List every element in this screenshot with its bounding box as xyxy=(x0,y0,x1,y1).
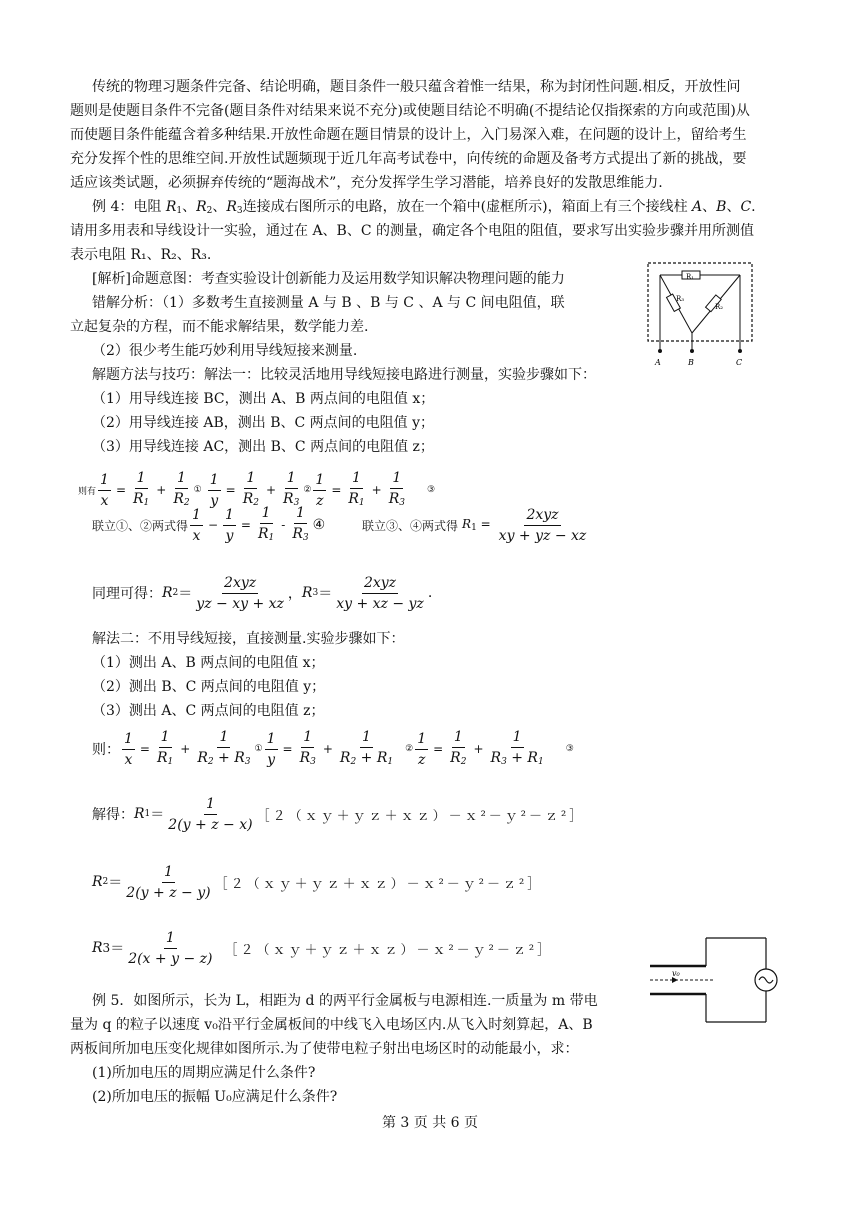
ex5-question-1: (1)所加电压的周期应满足什么条件? xyxy=(92,1065,316,1081)
ex4-error-2: 立起复杂的方程，而不能求解结果，数学能力差. xyxy=(70,319,369,335)
eq-solve-r2: R 2 ＝ $\frac{1}{2(y + z - y)}$ ［２（ｘｙ＋ｙｚ＋ｘｚ）－ｘ²－ｙ²－ｚ²］ xyxy=(92,863,544,901)
svg-text:v₀: v₀ xyxy=(672,969,680,978)
svg-text:C: C xyxy=(736,358,743,367)
ex4-m2-step-3: （3）测出 A、C 两点间的电阻值 z； xyxy=(92,703,325,719)
ex4-step-1: （1）用导线连接 BC，测出 A、B 两点间的电阻值 x； xyxy=(92,391,435,407)
ex5-question-2: (2)所加电压的振幅 U₀应满足什么条件? xyxy=(92,1089,338,1105)
svg-text:B: B xyxy=(688,358,694,367)
ex4-error-3: （2）很少考生能巧妙利用导线短接来测量. xyxy=(92,343,358,359)
svg-text:R₃: R₃ xyxy=(676,295,685,303)
ex4-method-2: 解法二：不用导线短接，直接测量.实验步骤如下： xyxy=(92,631,405,647)
intro-line-1: 传统的物理习题条件完备、结论明确，题目条件一般只蕴含着惟一结果，称为封闭性问题.相反，开放性问 xyxy=(92,79,741,95)
eq-solve-r3: R 3 ＝ $\frac{1}{2(x + y - z)}$ ［２（ｘｙ＋ｙｚ＋ｘｚ）－ｘ²－ｙ²－ｚ²］ xyxy=(92,929,554,967)
ex4-analysis: [解析]命题意图：考查实验设计创新能力及运用数学知识解决物理问题的能力 xyxy=(92,271,565,287)
eq-similar: 同理可得： R 2 ＝ $\frac{\text{2xyz}}{yz - xy + xz}$ ， R 3 ＝ $\frac{\text{2xyz}}{xy + xz - yz}$ . xyxy=(92,574,433,612)
eq-combine-12: 联立①、②两式得 $\frac{1}{x}$ − $\frac{1}{y}$ = $\frac{1}{R_1}$ - $\frac{1}{R_3}$ ④ xyxy=(92,504,326,544)
ex4-m2-step-2: （2）测出 B、C 两点间的电阻值 y； xyxy=(92,679,326,695)
svg-text:R₂: R₂ xyxy=(715,303,724,311)
ex4-step-2: （2）用导线连接 AB，测出 B、C 两点间的电阻值 y； xyxy=(92,415,435,431)
parallel-plate-circuit-diagram xyxy=(642,930,782,1030)
eq-method1-row: 则有 $\frac{1}{x}$ = $\frac{1}{R_1}$ + $\frac{1}{R_2}$ ① $\frac{1}{y}$ = $\frac{1}{R_2}$ + $\frac{1}{R_3}$ ② $\frac{1}{z}$ = $\frac{1}{R_1}$ + $\frac{1}{R_3}$ ③ xyxy=(78,469,436,509)
ex4-line-3: 表示电阻 R₁、R₂、R₃. xyxy=(70,247,212,263)
ex5-line-2: 量为 q 的粒子以速度 v₀沿平行金属板间的中线飞入电场区内.从飞入时刻算起，A、B xyxy=(70,1017,593,1033)
ex4-error-1: 错解分析：（1）多数考生直接测量 A 与 B 、B 与 C 、A 与 C 间电阻值，联 xyxy=(92,295,565,311)
ex4-line-2: 请用多用表和导线设计一实验，通过在 A、B、C 的测量，确定各个电阻的阻值，要求写出实验步骤并用所测值 xyxy=(70,223,755,239)
intro-line-3: 而使题目条件能蕴含着多种结果.开放性命题在题目情景的设计上，入门易深入难，在问题的设计上，留给考生 xyxy=(70,127,747,143)
eq-solve-r1: 解得： R 1 ＝ $\frac{1}{2(y + z - x)}$ ［２（ｘｙ＋ｙｚ＋ｘｚ）－ｘ²－ｙ²－ｚ²］ xyxy=(92,795,586,833)
ex5-line-1: 例 5．如图所示，长为 L，相距为 d 的两平行金属板与电源相连.一质量为 m 带电 xyxy=(92,993,598,1009)
ex4-method-1: 解题方法与技巧：解法一：比较灵活地用导线短接电路进行测量，实验步骤如下： xyxy=(92,367,596,383)
intro-line-5: 适应该类试题，必须摒弃传统的“题海战术”，充分发挥学生学习潜能，培养良好的发散思维能力. xyxy=(70,175,663,191)
ex4-m2-step-1: （1）测出 A、B 两点间的电阻值 x； xyxy=(92,655,325,671)
ex5-line-3: 两板间所加电压变化规律如图所示.为了使带电粒子射出电场区时的动能最小，求： xyxy=(70,1041,579,1057)
eq-method2-row: 则： $\frac{1}{x}$ = $\frac{1}{R_1}$ + $\frac{1}{R_2 + R_3}$ ① $\frac{1}{y}$ = $\frac{1}{R_3}$ + $\frac{1}{R_2 + R_1}$ ② $\frac{1}{z}$ = $\frac{1}{R_2}$ + $\frac{1}{R_3 + R_1}$ ③ xyxy=(92,728,574,768)
intro-line-2: 题则是使题目条件不完备(题目条件对结果来说不充分)或使题目结论不明确(不提结论仅指探索的方向或范围)从 xyxy=(70,103,750,119)
page-footer: 第 3 页 共 6 页 xyxy=(381,1115,479,1131)
eq-combine-34: 联立③、④两式得 $R_1$ = $\frac{\text{2xyz}}{xy + yz - xz}$ xyxy=(362,506,587,544)
resistor-circuit-diagram xyxy=(640,255,760,370)
svg-text:A: A xyxy=(655,358,661,367)
intro-line-4: 充分发挥个性的思维空间.开放性试题频现于近几年高考试卷中，向传统的命题及备考方式提出了新的挑战，要 xyxy=(70,151,747,167)
ex4-step-3: （3）用导线连接 AC，测出 B、C 两点间的电阻值 z； xyxy=(92,439,434,455)
ex4-line-1: 例 4：电阻 $R_1$、$R_2$、$R_3$连接成右图所示的电路，放在一个箱中(虚框所示)，箱面上有三个接线柱 A、B、C. xyxy=(92,199,756,216)
svg-text:R₁: R₁ xyxy=(686,273,695,281)
